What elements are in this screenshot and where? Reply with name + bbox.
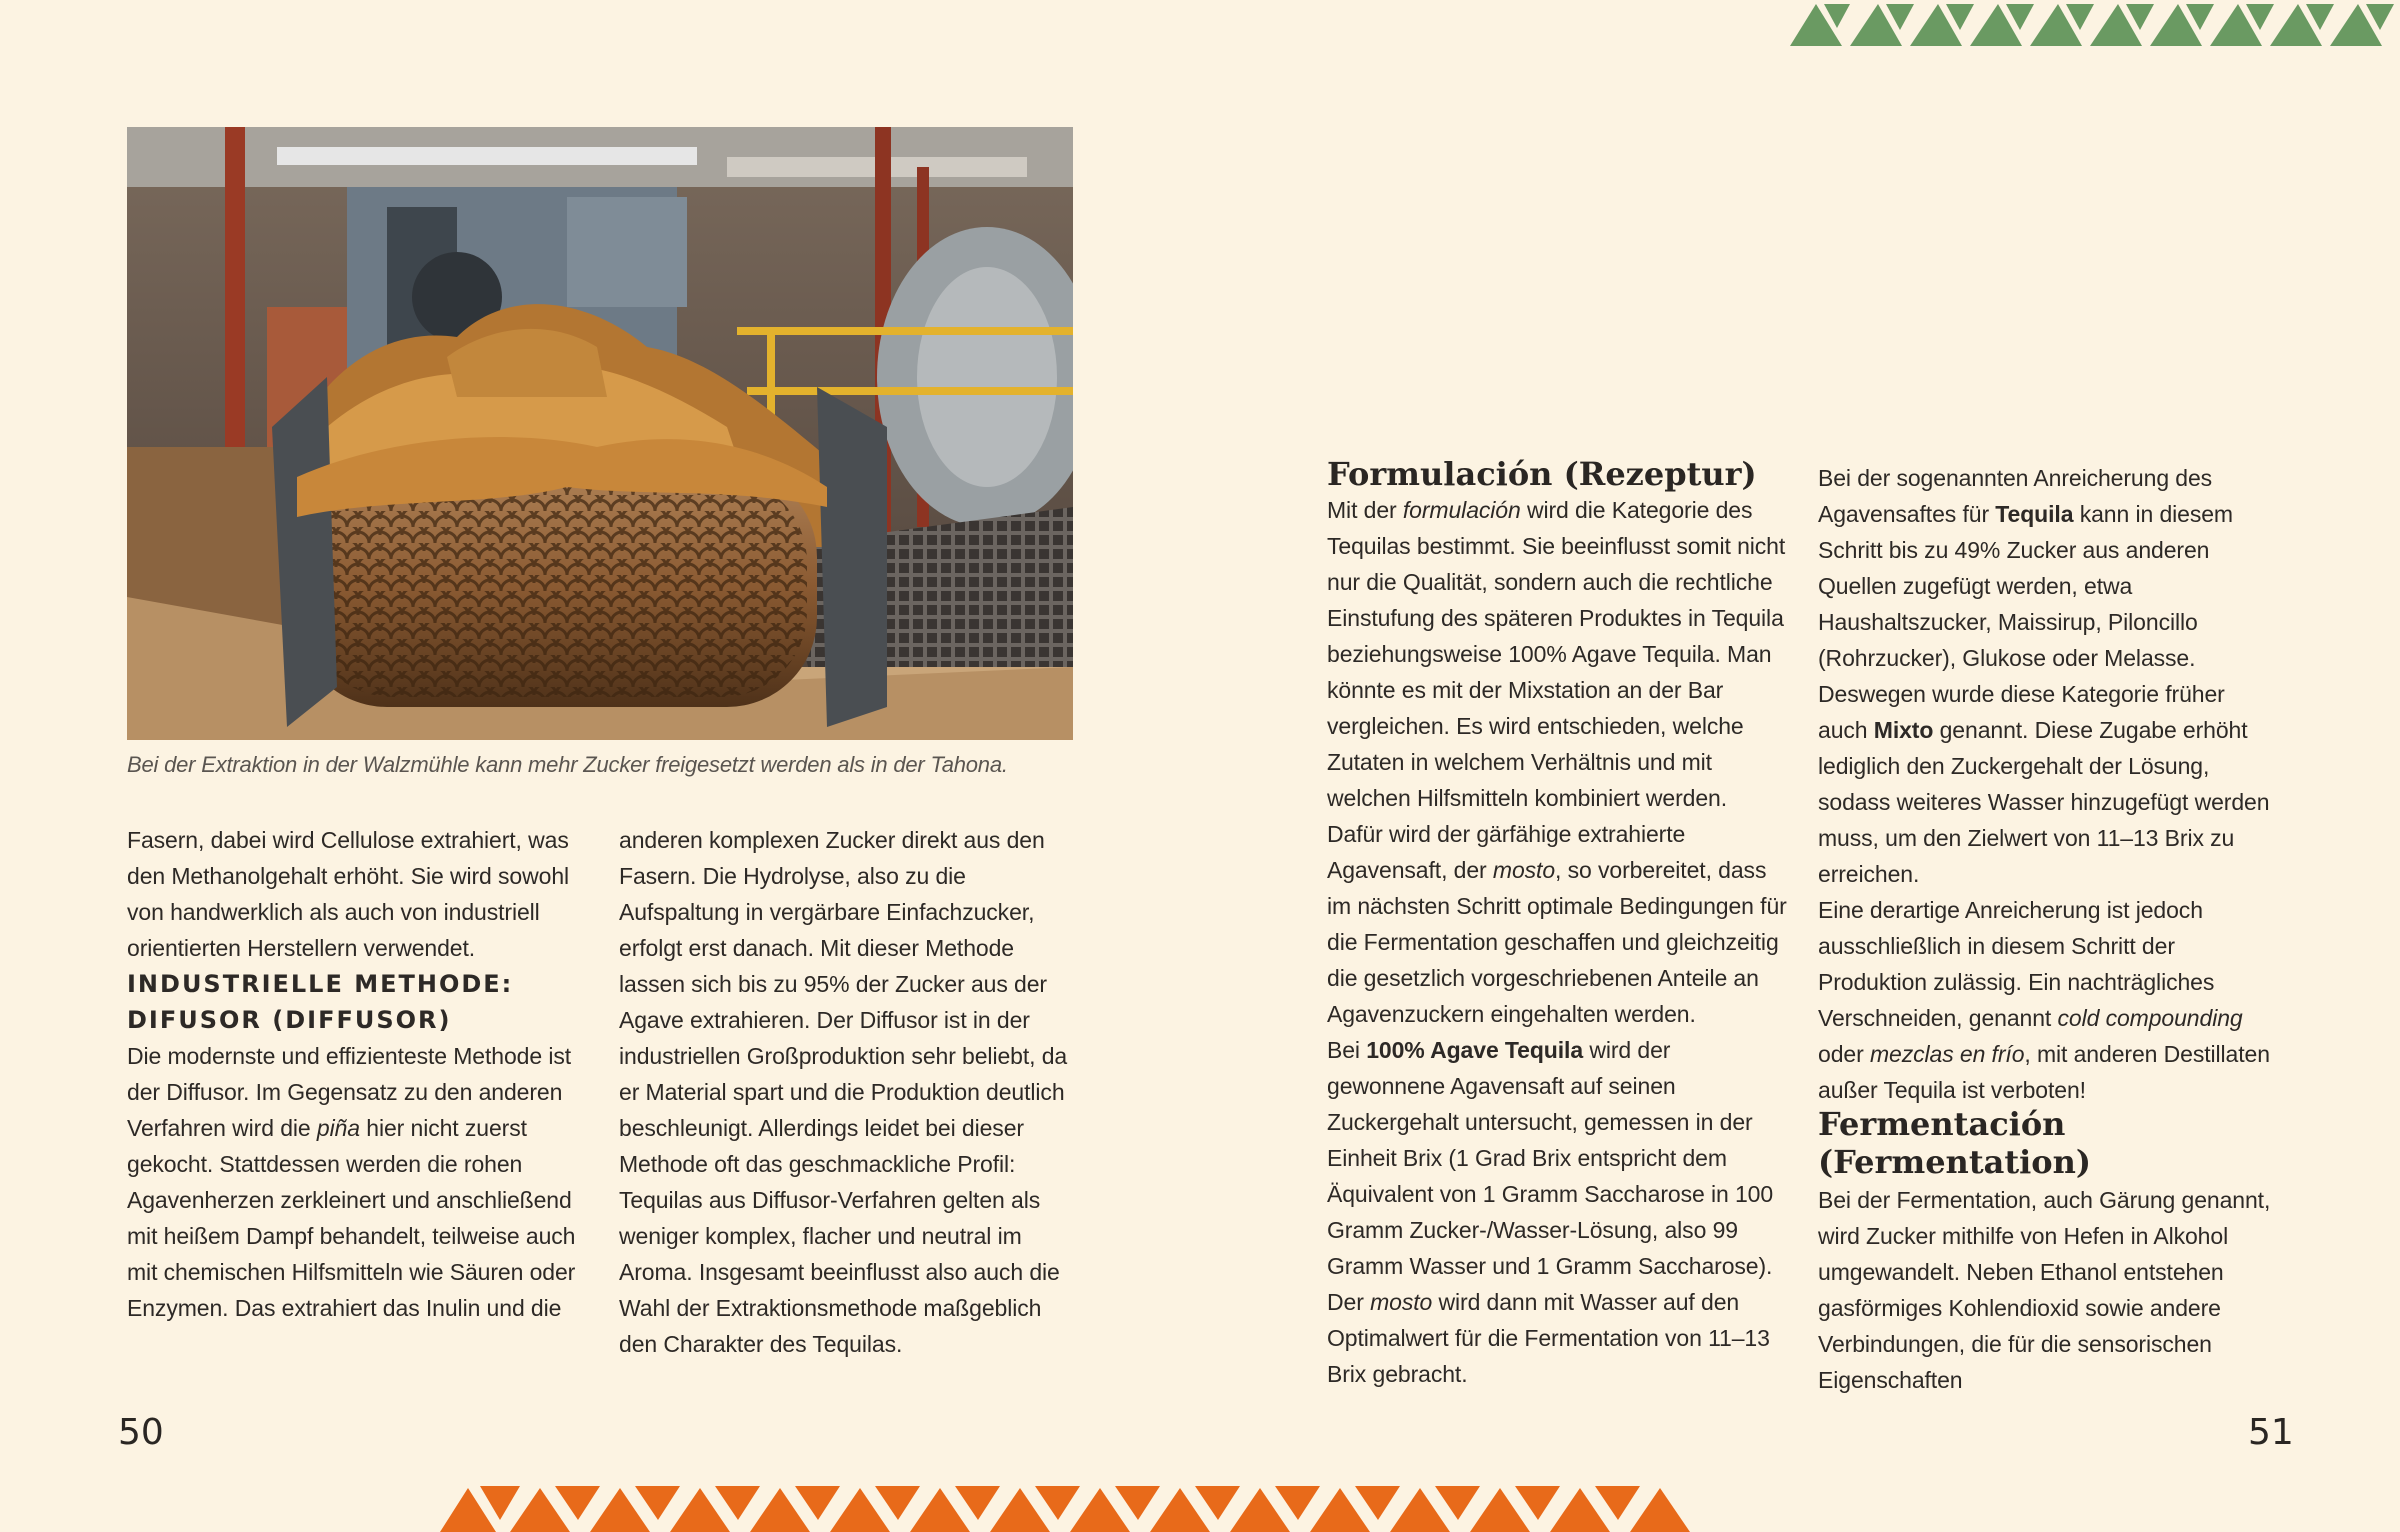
text-run: Mit der [1327,497,1403,523]
paragraph [1818,460,2278,892]
paragraph [1327,492,1787,816]
heading-line: (Fermentation) [1818,1143,2092,1181]
emphasis: mezclas en frío [1869,1041,2025,1067]
right-column-2-continued [1818,1182,2278,1398]
photo-caption: Bei der Extraktion in der Walzmühle kann mehr Zucker freigesetzt werden als in der Tahona. [127,752,1008,777]
paragraph: Fasern, dabei wird Cellulose extrahiert, was den Methanolgehalt erhöht. Sie wird sowohl von handwerklich als auch von industriell orientierten Herstellern verwendet. [127,827,570,961]
text-run: hier nicht zuerst gekocht. Stattdessen werden die rohen Agavenherzen zerkleinert und anschließend mit heißem Dampf behandelt, teilweise auch mit chemischen Hilfsmitteln wie Säuren oder Enzymen. Das extrahiert das Inulin und die [127,1115,576,1321]
paragraph [127,1038,577,1326]
emphasis: mosto [1370,1289,1433,1315]
section-heading-fermentacion [1818,1105,2091,1181]
paragraph: Bei der Fermentation, auch Gärung genannt, wird Zucker mithilfe von Hefen in Alkohol umgewandelt. Neben Ethanol entstehen gasförmiges Kohlendioxid sowie andere Verbindungen, die für die sensorischen Eigenschaften [1818,1187,2271,1393]
text-run: Dafür wird der gärfähige extrahierte Agavensaft, der [1327,821,1686,883]
page-number-left: 50 [118,1412,164,1453]
text-run: oder [1818,1041,1870,1067]
text-run: wird dann mit Wasser auf den Optimalwert für die Fermentation von 11–13 Brix gebracht. [1327,1289,1770,1387]
paragraph [1818,892,2278,1108]
paragraph [1327,816,1787,1032]
diffusor-mill-photo [127,127,1073,740]
emphasis: formulación [1402,497,1521,523]
green-triangle-border [1790,0,2400,48]
paragraph: anderen komplexen Zucker direkt aus den Fasern. Die Hydrolyse, also zu die Aufspaltung in vergärbare Einfachzucker, erfolgt erst danach. Mit dieser Methode lassen sich bis zu 95% der Zucker aus der Agave extrahieren. Der Diffusor ist in der industriellen Großproduktion sehr beliebt, da er Material spart und die Produktion deutlich beschleunigt. Allerdings leidet bei dieser Methode oft das geschmackliche Profil: Tequilas aus Diffusor-Verfahren gelten als weniger komplex, flacher und neutral im Aroma. Insgesamt beeinflusst also auch die Wahl der Extraktionsmethode maßgeblich den Charakter des Tequilas. [619,827,1068,1357]
text-run: , mit anderen Destillaten außer Tequila ist verboten! [1818,1041,2270,1103]
heading-line: Fermentación [1818,1105,2066,1143]
section-heading-formulacion: Formulación (Rezeptur) [1327,455,1757,493]
bold-term: 100% Agave Tequila [1366,1037,1584,1063]
bold-term: Mixto [1873,717,1934,743]
right-column-1 [1327,492,1787,1392]
text-run: Bei der sogenannten Anreicherung des Agavensaftes für [1818,465,2213,527]
left-column-1 [127,822,577,1326]
text-run: Eine derartige Anreicherung ist jedoch ausschließlich in diesem Schritt der Produktion zulässig. Ein nachträgliches Verschneiden, genannt [1818,897,2215,1031]
page-number-right: 51 [2248,1412,2294,1453]
text-run: Die modernste und effizienteste Methode ist der Diffusor. Im Gegensatz zu den anderen Verfahren wird die [127,1043,572,1141]
emphasis: piña [316,1115,360,1141]
text-run: wird die Kategorie des Tequilas bestimmt. Sie beeinflusst somit nicht nur die Qualität, sondern auch die rechtliche Einstufung des späteren Produktes in Tequila beziehungsweise 100% Agave Tequila. Man könnte es mit der Mixstation an der Bar vergleichen. Es wird entschieden, welche Zutaten in welchem Verhältnis und mit welchen Hilfsmitteln kombiniert werden. [1327,497,1786,811]
text-run: Bei [1327,1037,1367,1063]
left-column-2 [619,822,1079,1362]
section-heading-diffusor: INDUSTRIELLE METHODE: DIFUSOR (DIFFUSOR) [127,970,514,1034]
emphasis: cold compounding [2057,1005,2243,1031]
text-run: genannt. Diese Zugabe erhöht lediglich den Zuckergehalt der Lösung, sodass weiteres Wasser hinzugefügt werden muss, um den Zielwert von 11–13 Brix zu erreichen. [1818,717,2270,887]
bold-term: Tequila [1995,501,2074,527]
emphasis: mosto [1492,857,1556,883]
orange-triangle-border [440,1480,1690,1532]
text-run: kann in diesem Schritt bis zu 49% Zucker aus anderen Quellen zugefügt werden, etwa Haushaltszucker, Maissirup, Piloncillo (Rohrzucker), Glukose oder Melasse. Deswegen wurde diese Kategorie früher auch [1818,501,2233,743]
text-run: wird der gewonnene Agavensaft auf seinen Zuckergehalt untersucht, gemessen in der Einheit Brix (1 Grad Brix entspricht dem Äquivalent von 1 Gramm Saccharose in 100 Gramm Zucker-/Wasser-Lösung, also 99 Gramm Wasser und 1 Gramm Saccharose). Der [1327,1037,1774,1315]
text-run: , so vorbereitet, dass im nächsten Schritt optimale Bedingungen für die Fermentation geschaffen und gleichzeitig die gesetzlich vorgeschriebenen Anteile an Agavenzuckern eingehalten werden. [1327,857,1787,1027]
paragraph [1327,1032,1787,1392]
right-column-2 [1818,460,2278,1108]
